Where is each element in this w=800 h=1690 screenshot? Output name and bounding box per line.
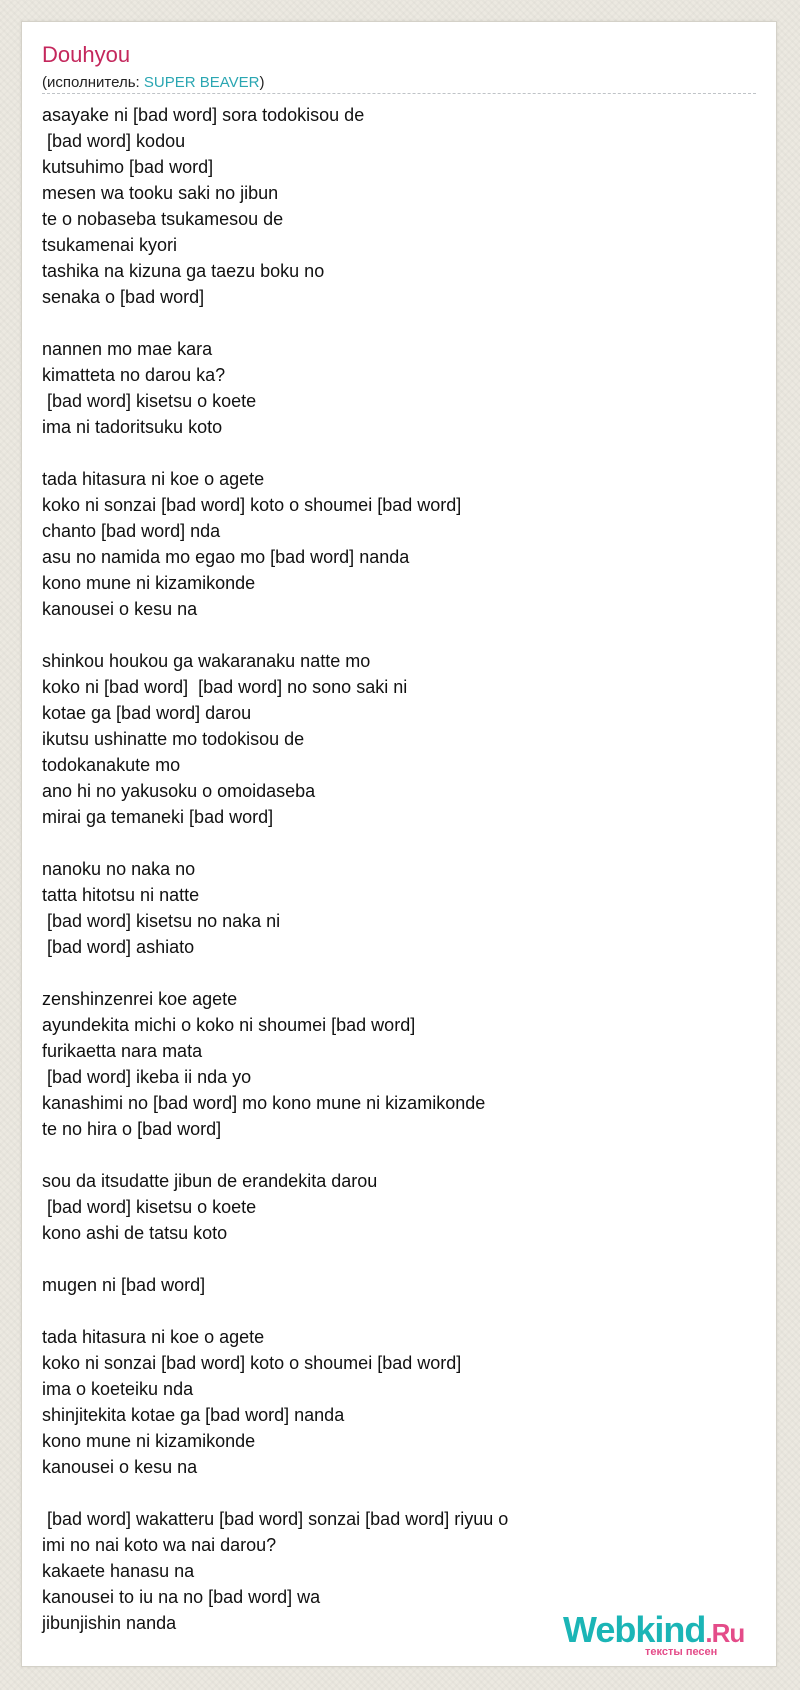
lyric-line: shinjitekita kotae ga [bad word] nanda (42, 1405, 345, 1425)
lyric-line: [bad word] kodou (42, 131, 186, 151)
lyric-line: ikutsu ushinatte mo todokisou de (42, 729, 305, 749)
artist-suffix: ) (259, 74, 265, 91)
lyrics-body (42, 102, 742, 1636)
stanza-break (42, 440, 742, 466)
lyric-line: kanousei o kesu na (42, 599, 198, 619)
lyric-line: kono mune ni kizamikonde (42, 1431, 256, 1451)
lyric-line: mugen ni [bad word] (42, 1275, 206, 1295)
lyric-line: tsukamenai kyori (42, 235, 178, 255)
stanza-break (42, 1480, 742, 1506)
site-logo[interactable] (563, 1610, 783, 1656)
stanza-break (42, 1298, 742, 1324)
lyric-line: mirai ga temaneki [bad word] (42, 807, 274, 827)
lyric-line: furikaetta nara mata (42, 1041, 203, 1061)
lyric-line: [bad word] kisetsu o koete (42, 391, 257, 411)
lyric-line: [bad word] ikeba ii nda yo (42, 1067, 252, 1087)
lyric-line: tatta hitotsu ni natte (42, 885, 200, 905)
artist-link[interactable]: SUPER BEAVER (143, 74, 260, 91)
lyric-line: ano hi no yakusoku o omoidaseba (42, 781, 316, 801)
lyric-line: jibunjishin nanda (42, 1613, 177, 1633)
song-title: Douhyou (42, 42, 131, 67)
lyric-line: koko ni sonzai [bad word] koto o shoumei [bad word] (42, 1353, 462, 1373)
lyric-line: mesen wa tooku saki no jibun (42, 183, 279, 203)
lyric-line: kutsuhimo [bad word] (42, 157, 214, 177)
lyric-line: shinkou houkou ga wakaranaku natte mo (42, 651, 371, 671)
stanza-break (42, 830, 742, 856)
artist-prefix: (исполнитель: (42, 74, 144, 91)
lyric-line: ima ni tadoritsuku koto (42, 417, 223, 437)
lyric-line: kotae ga [bad word] darou (42, 703, 252, 723)
lyric-line: [bad word] kisetsu no naka ni (42, 911, 281, 931)
lyric-line: kanousei to iu na no [bad word] wa (42, 1587, 321, 1607)
lyric-line: todokanakute mo (42, 755, 181, 775)
lyric-line: te no hira o [bad word] (42, 1119, 222, 1139)
lyric-line: kakaete hanasu na (42, 1561, 195, 1581)
lyric-line: te o nobaseba tsukamesou de (42, 209, 284, 229)
lyric-line: koko ni [bad word] [bad word] no sono saki ni (42, 677, 408, 697)
title-divider (42, 93, 756, 94)
lyric-line: kanousei o kesu na (42, 1457, 198, 1477)
lyric-line: imi no nai koto wa nai darou? (42, 1535, 277, 1555)
lyric-line: tada hitasura ni koe o agete (42, 1327, 265, 1347)
stanza-break (42, 1246, 742, 1272)
stanza-break (42, 310, 742, 336)
lyric-line: tada hitasura ni koe o agete (42, 469, 265, 489)
lyric-line: asu no namida mo egao mo [bad word] nanda (42, 547, 410, 567)
lyric-line: chanto [bad word] nda (42, 521, 221, 541)
lyric-line: ima o koeteiku nda (42, 1379, 194, 1399)
lyric-line: kono mune ni kizamikonde (42, 573, 256, 593)
lyric-line: ayundekita michi o koko ni shoumei [bad word] (42, 1015, 416, 1035)
lyric-line: nannen mo mae kara (42, 339, 213, 359)
logo-tld: .Ru (705, 1618, 745, 1648)
stanza-break (42, 960, 742, 986)
logo-tagline: тексты песен (645, 1646, 718, 1658)
lyric-line: kimatteta no darou ka? (42, 365, 226, 385)
lyric-line: tashika na kizuna ga taezu boku no (42, 261, 325, 281)
lyric-line: koko ni sonzai [bad word] koto o shoumei [bad word] (42, 495, 462, 515)
lyrics-card (21, 21, 777, 1667)
lyric-line: kono ashi de tatsu koto (42, 1223, 228, 1243)
lyric-line: senaka o [bad word] (42, 287, 205, 307)
lyric-line: [bad word] wakatteru [bad word] sonzai [bad word] riyuu o (42, 1509, 509, 1529)
lyric-line: nanoku no naka no (42, 859, 196, 879)
logo-main-text: Webkind (563, 1609, 706, 1650)
lyric-line: zenshinzenrei koe agete (42, 989, 238, 1009)
lyric-line: [bad word] ashiato (42, 937, 195, 957)
artist-line (42, 74, 264, 92)
lyric-line: kanashimi no [bad word] mo kono mune ni kizamikonde (42, 1093, 486, 1113)
lyric-line: [bad word] kisetsu o koete (42, 1197, 257, 1217)
lyric-line: sou da itsudatte jibun de erandekita darou (42, 1171, 378, 1191)
lyric-line: asayake ni [bad word] sora todokisou de (42, 105, 365, 125)
stanza-break (42, 622, 742, 648)
stanza-break (42, 1142, 742, 1168)
